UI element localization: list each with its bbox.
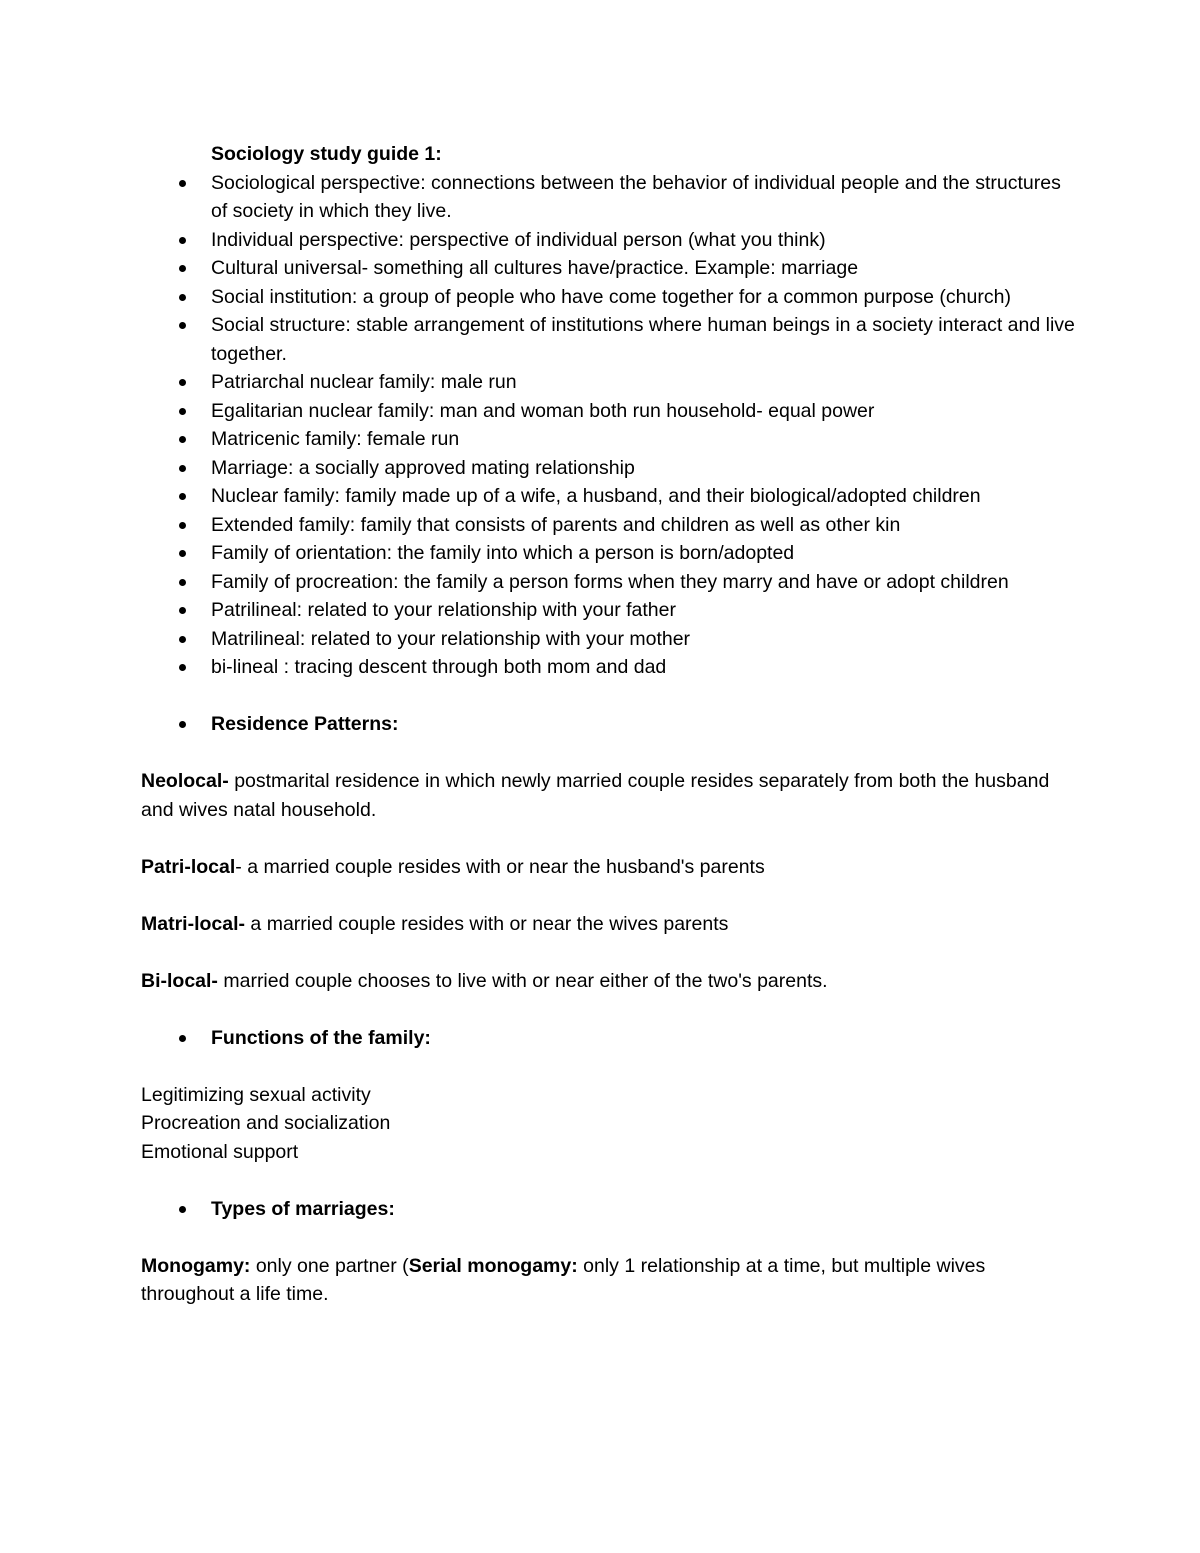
list-item: Extended family: family that consists of parents and children as well as other kin — [141, 511, 1081, 540]
monogamy-definition — [141, 1252, 1081, 1309]
term-label: Patri-local — [141, 855, 236, 878]
list-item: Individual perspective: perspective of individual person (what you think) — [141, 226, 1081, 255]
residence-bilocal — [141, 967, 1081, 996]
list-item: Patriarchal nuclear family: male run — [141, 368, 1081, 397]
list-item: Marriage: a socially approved mating relationship — [141, 454, 1081, 483]
residence-heading: Residence Patterns: — [141, 710, 1081, 739]
term-definition: a married couple resides with or near the wives parents — [245, 912, 729, 935]
function-line: Procreation and socialization — [141, 1112, 391, 1134]
term-label: Matri-local- — [141, 912, 246, 935]
term-definition: - a married couple resides with or near the husband's parents — [235, 855, 765, 878]
term-label: Monogamy: — [141, 1254, 251, 1277]
list-item: Cultural universal- something all cultures have/practice. Example: marriage — [141, 254, 1081, 283]
term-label: Serial monogamy: — [408, 1254, 578, 1277]
residence-matrilocal — [141, 910, 1081, 939]
list-item: Matrilineal: related to your relationship with your mother — [141, 625, 1081, 654]
list-item: Social institution: a group of people who have come together for a common purpose (church) — [141, 283, 1081, 312]
page-title: Sociology study guide 1: — [211, 143, 442, 165]
function-line: Legitimizing sexual activity — [141, 1083, 371, 1106]
term-definition: only one partner ( — [250, 1254, 409, 1277]
term-definition: postmarital residence in which newly married couple resides separately from both the husband and wives natal household. — [141, 770, 1050, 821]
residence-neolocal — [141, 767, 1081, 824]
document-body — [141, 140, 1081, 1309]
list-item: Nuclear family: family made up of a wife, a husband, and their biological/adopted children — [141, 482, 1081, 511]
list-item: Social structure: stable arrangement of institutions where human beings in a society interact and live together. — [141, 311, 1081, 368]
marriages-heading: Types of marriages: — [141, 1195, 1081, 1224]
residence-patrilocal — [141, 853, 1081, 882]
list-item: Family of orientation: the family into which a person is born/adopted — [141, 539, 1081, 568]
list-item: bi-lineal : tracing descent through both mom and dad — [141, 653, 1081, 682]
definitions-list — [141, 169, 1081, 682]
function-line: Emotional support — [141, 1140, 299, 1163]
list-item: Egalitarian nuclear family: man and woman both run household- equal power — [141, 397, 1081, 426]
term-label: Bi-local- — [141, 969, 218, 992]
list-item: Sociological perspective: connections between the behavior of individual people and the structures of society in which they live. — [141, 169, 1081, 226]
list-item: Family of procreation: the family a person forms when they marry and have or adopt children — [141, 568, 1081, 597]
term-definition: married couple chooses to live with or near either of the two's parents. — [217, 969, 828, 992]
term-definition: only 1 relationship at a time, but multiple wives throughout a life time. — [141, 1254, 986, 1305]
term-label: Neolocal- — [141, 770, 229, 792]
functions-heading: Functions of the family: — [141, 1024, 1081, 1053]
list-item: Matricenic family: female run — [141, 425, 1081, 454]
list-item: Patrilineal: related to your relationship with your father — [141, 596, 1081, 625]
